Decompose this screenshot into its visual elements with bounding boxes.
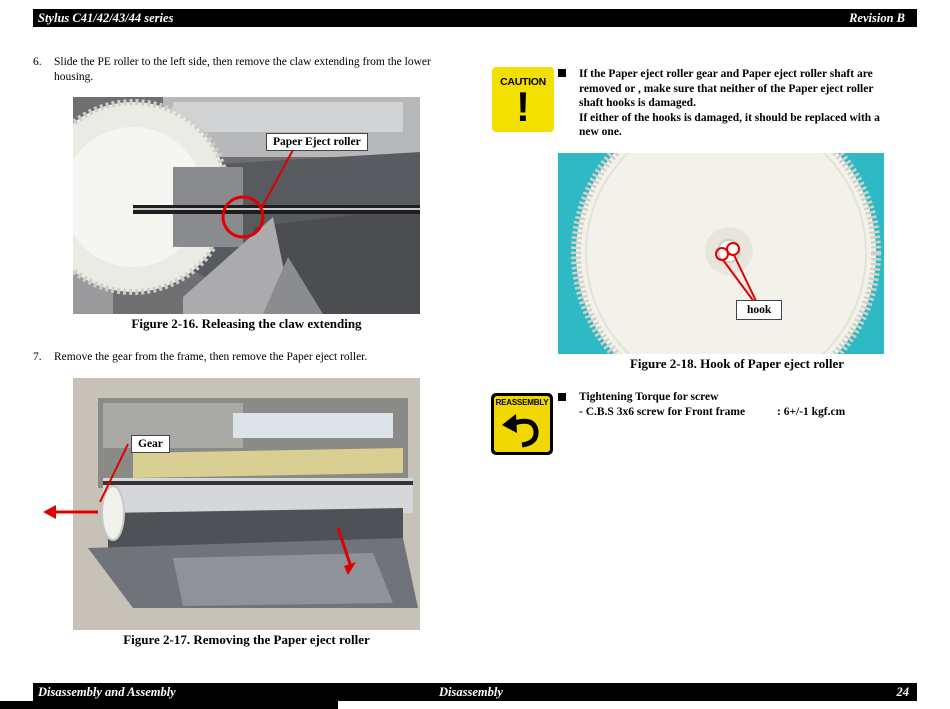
caution-line: shaft hooks is damaged. bbox=[579, 97, 696, 109]
caution-text bbox=[579, 67, 914, 140]
footer-strip bbox=[0, 701, 338, 709]
figure-2-17-caption: Figure 2-17. Removing the Paper eject roller bbox=[123, 632, 370, 647]
printer-claw-illustration bbox=[73, 97, 420, 314]
footer-chapter: Disassembly bbox=[439, 685, 503, 699]
step-number: 6. bbox=[33, 56, 42, 68]
callout-hook: hook bbox=[736, 300, 782, 320]
figure-2-16-caption: Figure 2-16. Releasing the claw extending bbox=[131, 316, 362, 331]
caution-line: If the Paper eject roller gear and Paper eject roller shaft are bbox=[579, 68, 873, 80]
caution-line: new one. bbox=[579, 126, 622, 138]
header-revision: Revision B bbox=[849, 11, 905, 25]
footer-section: Disassembly and Assembly bbox=[38, 685, 176, 699]
callout-gear: Gear bbox=[131, 435, 170, 453]
step-text-line2: housing. bbox=[54, 71, 94, 83]
reassembly-text bbox=[579, 390, 914, 419]
caution-icon bbox=[492, 67, 554, 132]
caution-icon-label: CAUTION bbox=[500, 76, 546, 88]
torque-item: - C.B.S 3x6 screw for Front frame bbox=[579, 405, 746, 418]
callout-paper-eject-roller: Paper Eject roller bbox=[266, 133, 368, 151]
torque-title: Tightening Torque for screw bbox=[579, 391, 719, 403]
step-text-line1: Slide the PE roller to the left side, then remove the claw extending from the lower bbox=[54, 56, 431, 68]
reassembly-icon-label: REASSEMBLY bbox=[495, 398, 549, 407]
page-footer bbox=[33, 683, 917, 701]
step-text-line1: Remove the gear from the frame, then remove the Paper eject roller. bbox=[54, 351, 368, 363]
step-number: 7. bbox=[33, 351, 42, 363]
figure-2-18-caption: Figure 2-18. Hook of Paper eject roller bbox=[629, 356, 845, 371]
caution-line: removed or , make sure that neither of the Paper eject roller bbox=[579, 82, 874, 95]
bullet-square-icon bbox=[558, 393, 566, 401]
return-arrow-icon bbox=[500, 411, 544, 449]
caution-line: If either of the hooks is damaged, it should be replaced with a bbox=[579, 111, 880, 124]
page-header bbox=[33, 9, 917, 27]
step-6 bbox=[33, 55, 473, 87]
figure-2-17-photo bbox=[73, 378, 420, 630]
bullet-square-icon bbox=[558, 69, 566, 77]
figure-2-16-photo bbox=[73, 97, 420, 314]
left-pull-arrow bbox=[43, 503, 98, 521]
page-number: 24 bbox=[896, 685, 909, 699]
step-7 bbox=[33, 350, 473, 366]
gear-hook-illustration bbox=[558, 153, 884, 354]
reassembly-icon bbox=[491, 393, 553, 455]
gear-shape bbox=[102, 486, 124, 540]
figure-2-18-photo bbox=[558, 153, 884, 354]
printer-gear-illustration bbox=[73, 378, 420, 630]
torque-value: : 6+/-1 kgf.cm bbox=[777, 405, 846, 418]
header-title: Stylus C41/42/43/44 series bbox=[38, 11, 174, 25]
exclamation-icon: ! bbox=[516, 83, 530, 130]
